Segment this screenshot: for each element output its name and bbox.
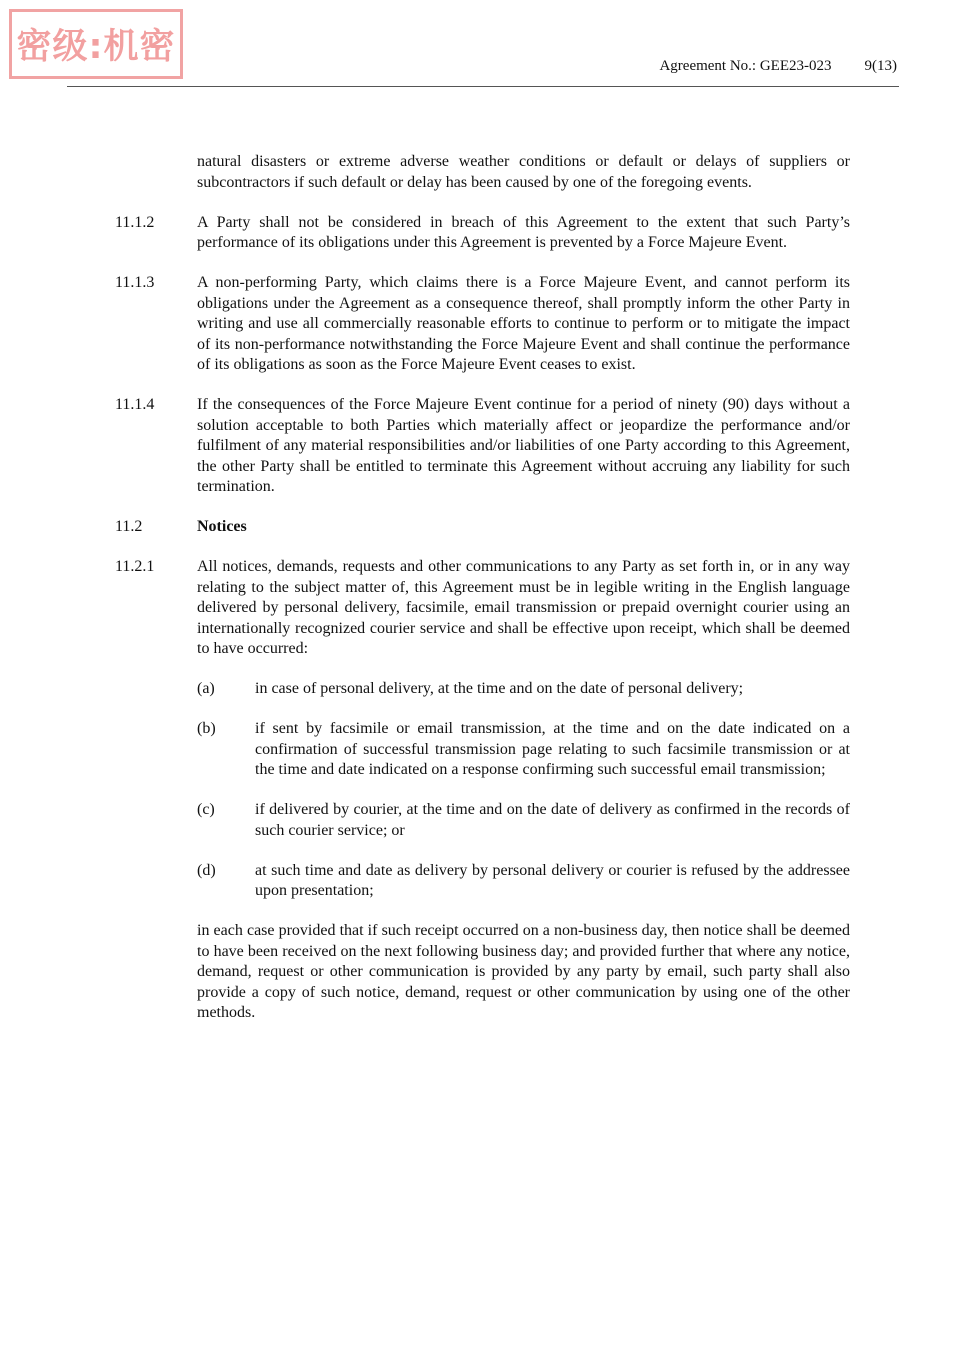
section-heading xyxy=(115,517,850,538)
subitem-label: (b) xyxy=(197,720,216,737)
header-divider xyxy=(67,86,899,87)
clause-number: 11.1.4 xyxy=(115,396,155,413)
document-body xyxy=(115,152,850,1024)
subitem-text: at such time and date as delivery by personal delivery or courier is refused by the addressee upon presentation; xyxy=(255,861,850,899)
subitem-a xyxy=(197,679,850,700)
subitem-label: (c) xyxy=(197,801,215,818)
subitem-b xyxy=(197,719,850,781)
clause-text: A non-performing Party, which claims there is a Force Majeure Event, and cannot perform its obligations under the Agreement as a consequence thereof, shall promptly inform the other Party in writing and use all commercially reasonable efforts to continue to perform or to mitigate the impact of its non-performance notwithstanding the Force Majeure Event and shall continue the performance of its obligations as soon as the Force Majeure Event ceases to exist. xyxy=(197,274,850,373)
continuation-paragraph xyxy=(115,152,850,193)
clause-11-1-3 xyxy=(115,273,850,376)
clause-number: 11.2.1 xyxy=(115,558,155,575)
agreement-number: Agreement No.: GEE23-023 xyxy=(659,58,832,74)
paragraph-text: natural disasters or extreme adverse weather conditions or default or delays of suppliers or subcontractors if such default or delay has been caused by one of the foregoing events. xyxy=(197,153,850,191)
page-header xyxy=(659,58,897,75)
subitem-text: if delivered by courier, at the time and on the date of delivery as confirmed in the records of such courier service; or xyxy=(255,801,850,839)
clause-text: All notices, demands, requests and other communications to any Party as set forth in, or in any way relating to the subject matter of, this Agreement must be in legible writing in the English language delivered by personal delivery, facsimile, email transmission or prepaid overnight courier using an internationally recognized courier service and shall be effective upon receipt, which shall be deemed to have occurred: xyxy=(197,558,850,657)
subitem-text: in case of personal delivery, at the time and on the date of personal delivery; xyxy=(255,680,744,697)
clause-text: A Party shall not be considered in breach of this Agreement to the extent that such Party’s performance of its obligations under this Agreement is prevented by a Force Majeure Event. xyxy=(197,213,850,251)
section-title: Notices xyxy=(197,518,247,535)
page-number: 9(13) xyxy=(864,58,897,74)
subitem-label: (a) xyxy=(197,680,215,697)
closing-paragraph: in each case provided that if such receipt occurred on a non-business day, then notice shall be deemed to have been received on the next following business day; and provided further that where any notice, demand, request or other communication is provided by any party by email, such party shall also provide a copy of such notice, demand, request or other communication by using one of the other methods. xyxy=(197,922,850,1021)
clause-11-1-4 xyxy=(115,395,850,498)
clause-11-2-1 xyxy=(115,557,850,660)
subitem-c xyxy=(197,800,850,841)
clause-11-1-2 xyxy=(115,213,850,254)
clause-text: If the consequences of the Force Majeure Event continue for a period of ninety (90) days without a solution acceptable to both Parties which materially affect or jeopardize the performance and/or fulfilment of any material responsibilities and/or liabilities of one Party according to this Agreement, the other Party shall be entitled to terminate this Agreement without accruing any liability for such termination. xyxy=(197,396,850,495)
confidential-stamp xyxy=(9,9,183,79)
section-number: 11.2 xyxy=(115,518,143,535)
subitem-text: if sent by facsimile or email transmission, at the time and on the date indicated on a confirmation of successful transmission page relating to such facsimile transmission or at the time and date indicated on a response confirming such successful email transmission; xyxy=(255,720,850,778)
stamp-text: 密级:机密 xyxy=(16,27,176,67)
subitem-label: (d) xyxy=(197,861,216,879)
clause-number: 11.1.2 xyxy=(115,213,155,231)
subitem-d xyxy=(197,861,850,902)
clause-number: 11.1.3 xyxy=(115,274,155,291)
